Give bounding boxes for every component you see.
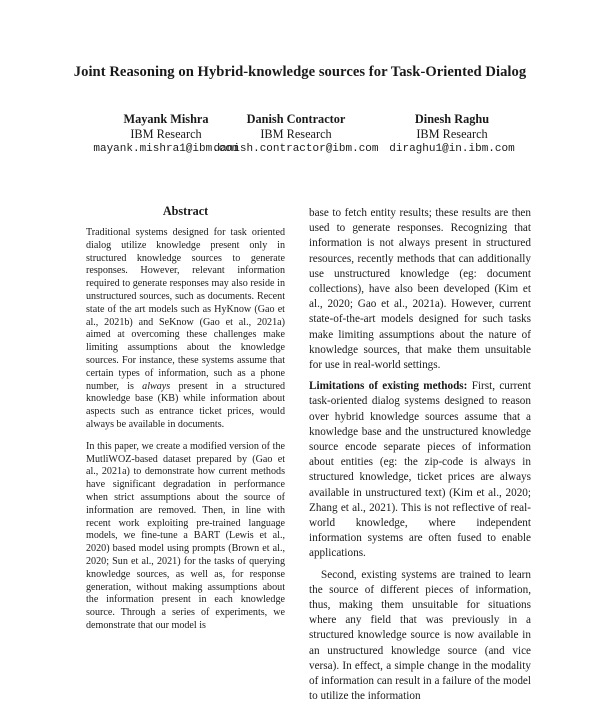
abstract-emphasis: always	[142, 380, 171, 392]
abstract-text: present in a structured knowledge base (KB) while information about aspects such as entrance ticket prices, would always be available in documents.	[86, 380, 286, 430]
author-name: Danish Contractor	[246, 112, 346, 126]
abstract-heading: Abstract	[162, 204, 209, 218]
author-email: mayank.mishra1@ibm.com	[93, 143, 239, 155]
author-list	[0, 112, 600, 162]
body-paragraph: base to fetch entity results; these results are then used to generate responses. Recognizing that information is not always present in structured resources, recently methods that can additionally use unstructured knowledge (eg: document collections), have also been developed (Kim et al., 2020; Gao et al., 2021a). However, current state-of-the-art models designed for such tasks make limiting assumptions about the nature of knowledge sources, that make them unsuitable for use in real-world settings.	[309, 207, 531, 372]
abstract-text: Traditional systems designed for task oriented dialog utilize knowledge present only in structured knowledge sources to generate responses. However, relevant information required to generate responses may also reside in unstructured sources, such as documents. Recent state of the art models such as HyKnow (Gao et al., 2021b) and SeKnow (Gao et al., 2021a) aimed at overcoming these challenges make limiting assumptions about the knowledge sources. For instance, these systems assume that certain types of information, such as a phone number, is	[86, 227, 285, 392]
abstract-paragraph: In this paper, we create a modified version of the MutliWOZ-based dataset prepared by (Gao et al., 2021a) to demonstrate how current methods have significant degradation in performance when strict assumptions about the source of information are removed. Then, in line with recent work exploiting pre-trained language models, we fine-tune a BART (Lewis et al., 2020) based model using prompts (Brown et al., 2020; Sun et al., 2021) for the tasks of querying knowledge sources, as well as, for response generation, without making assumptions about the information present in each knowledge source. Through a series of experiments, we demonstrate that our model is	[86, 440, 285, 631]
author-name: Mayank Mishra	[123, 112, 209, 126]
body-column	[309, 206, 531, 705]
body-paragraph: Second, existing systems are trained to learn the source of different pieces of information, thus, making them unsuitable for situations where any field that was previously in a structured knowledge source is now available in an unstructured knowledge source (and vice versa). In effect, a simple change in the modality of information can result in a failure of the model to utilize the information	[309, 568, 531, 703]
author-name: Dinesh Raghu	[414, 112, 490, 126]
author-email: danish.contractor@ibm.com	[213, 143, 379, 155]
body-text: First, current task-oriented dialog systems designed to reason over hybrid knowledge sources assume that a knowledge base and the unstructured knowledge source encode separate pieces of information about entities (eg: the zip-code is always in structured knowledge, ticket prices are always available in unstructured text) (Kim et al., 2020; Zhang et al., 2021). This is not reflective of real-world knowledge, where independent information systems are often fused to enable applications.	[309, 380, 531, 560]
paragraph-heading: Limitations of existing methods:	[309, 380, 468, 393]
author-affiliation: IBM Research	[416, 127, 488, 141]
author-affiliation: IBM Research	[130, 127, 202, 141]
body-paragraph	[309, 379, 531, 561]
abstract-paragraph	[86, 227, 285, 432]
abstract-column	[86, 204, 285, 633]
author-block	[342, 112, 562, 157]
paper-title: Joint Reasoning on Hybrid-knowledge sources for Task-Oriented Dialog	[73, 64, 527, 80]
author-email: diraghu1@in.ibm.com	[389, 143, 515, 155]
author-affiliation: IBM Research	[260, 127, 332, 141]
